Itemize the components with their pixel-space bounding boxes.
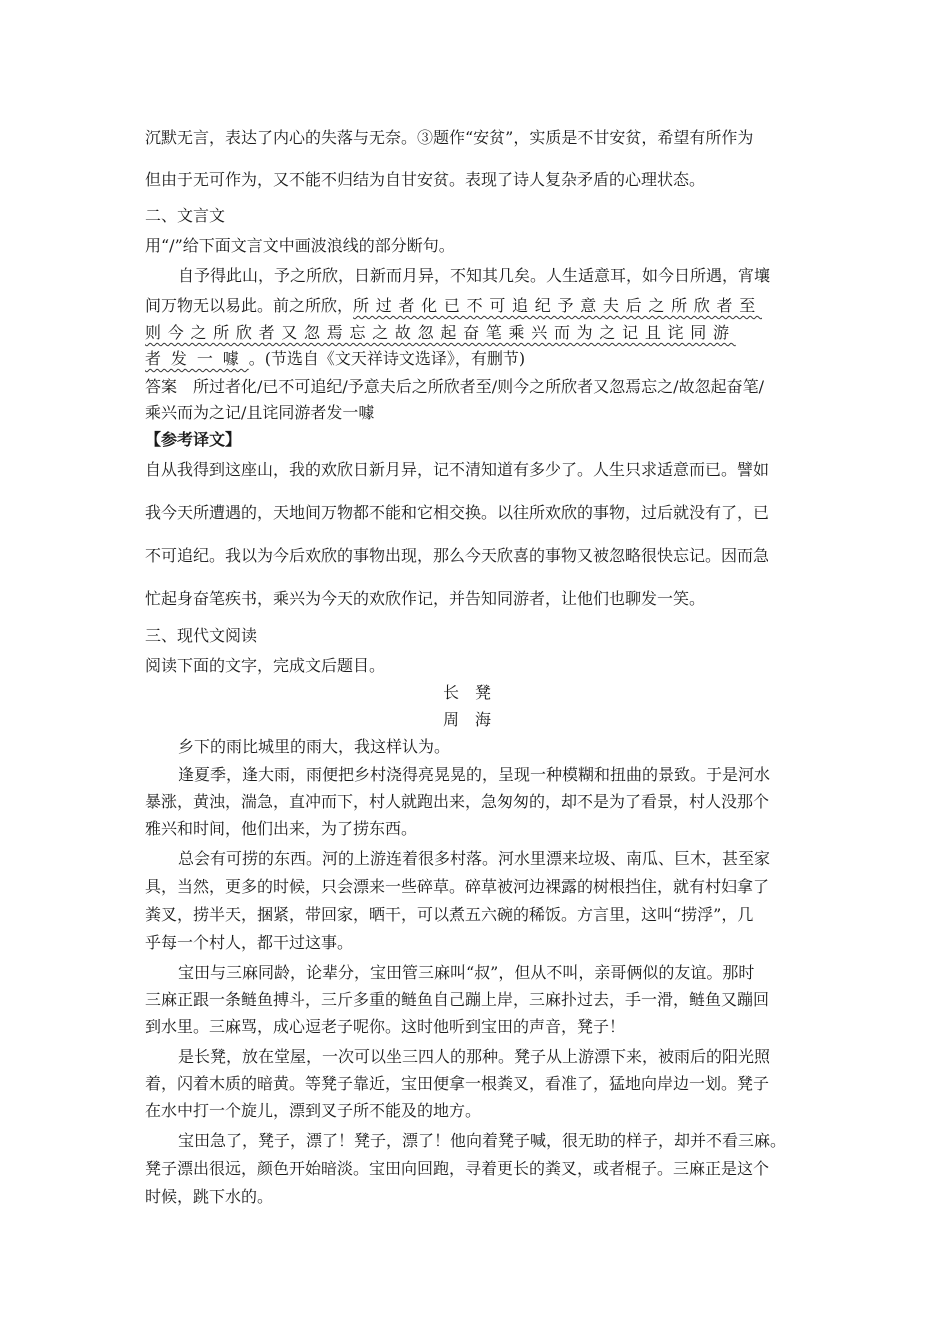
wavy-underlined-text: 所过者化已不可追纪予意夫后之所欣者至: [353, 296, 762, 315]
story-line: 是长凳，放在堂屋，一次可以坐三四人的那种。凳子从上游漂下来，被雨后的阳光照: [178, 1047, 771, 1066]
story-line: 着，闪着木质的暗黄。等凳子靠近，宝田便拿一根粪叉，看准了，猛地向岸边一划。凳子: [145, 1074, 770, 1093]
section-heading-classical: 二、文言文: [145, 206, 226, 225]
story-line: 宝田急了，凳子，漂了！凳子，漂了！他向着凳子喊，很无助的样子，却并不看三麻。: [178, 1131, 787, 1150]
passage-plain-text: 间万物无以易此。前之所欣，: [145, 296, 354, 315]
story-line: 到水里。三麻骂，成心逗老子呢你。这时他听到宝田的声音，凳子！: [145, 1017, 626, 1036]
story-line: 在水中打一个旋儿，漂到叉子所不能及的地方。: [145, 1101, 482, 1120]
story-line: 雅兴和时间，他们出来，为了捞东西。: [145, 819, 418, 838]
translation-line-1: 自从我得到这座山，我的欢欣日新月异，记不清知道有多少了。人生只求适意而已。譬如: [145, 460, 770, 479]
passage-line-1: 自予得此山，予之所欣，日新而月异，不知其几矣。人生适意耳，如今日所遇，宵壤: [178, 266, 771, 285]
passage-source: 。(节选自《文天祥诗文选译》，有删节): [248, 349, 526, 368]
story-author: 周海: [442, 710, 507, 729]
passage-line-4: [145, 348, 525, 370]
passage-line-2: [145, 295, 762, 317]
story-line: 宝田与三麻同龄，论辈分，宝田管三麻叫“叔”，但从不叫，亲哥俩似的友谊。那时: [178, 963, 755, 982]
story-line: 粪叉，捞半天，捆紧，带回家，晒干，可以煮五六碗的稀饭。方言里，这叫“捞浮”，几: [145, 905, 754, 924]
translation-line-3: 不可追纪。我以为今后欢欣的事物出现，那么今天欣喜的事物又被忽略很快忘记。因而急: [145, 546, 770, 565]
intro-line-1: 沉默无言，表达了内心的失落与无奈。③题作“安贫”，实质是不甘安贫，希望有所作为: [145, 128, 754, 147]
passage-line-3: [145, 322, 736, 344]
section-instruction: 用“/”给下面文言文中画波浪线的部分断句。: [145, 236, 455, 255]
story-line: 乡下的雨比城里的雨大，我这样认为。: [178, 737, 451, 756]
story-line: 时候，跳下水的。: [145, 1187, 274, 1206]
story-line: 逢夏季，逢大雨，雨便把乡村浇得亮晃晃的，呈现一种模糊和扭曲的景致。于是河水: [178, 765, 771, 784]
story-line: 三麻正跟一条鲢鱼搏斗，三斤多重的鲢鱼自己蹦上岸，三麻扑过去，手一滑，鲢鱼又蹦回: [145, 990, 770, 1009]
answer-line-1: 答案 所过者化/已不可追纪/予意夫后之所欣者至/则今之所欣者又忽焉忘之/故忽起奋笔/: [145, 377, 764, 396]
story-title: 长凳: [442, 683, 507, 702]
story-line: 凳子漂出很远，颜色开始暗淡。宝田向回跑，寻着更长的粪叉，或者棍子。三麻正是这个: [145, 1159, 770, 1178]
section-instruction: 阅读下面的文字，完成文后题目。: [145, 656, 386, 675]
story-line: 总会有可捞的东西。河的上游连着很多村落。河水里漂来垃圾、南瓜、巨木，甚至家: [178, 849, 771, 868]
answer-line-2: 乘兴而为之记/且诧同游者发一噱: [145, 403, 375, 422]
section-heading-modern: 三、现代文阅读: [145, 626, 258, 645]
reference-translation-heading: 【参考译文】: [145, 430, 242, 449]
intro-line-2: 但由于无可作为，又不能不归结为自甘安贫。表现了诗人复杂矛盾的心理状态。: [145, 170, 706, 189]
translation-line-2: 我今天所遭遇的，天地间万物都不能和它相交换。以往所欢欣的事物，过后就没有了，已: [145, 503, 770, 522]
translation-line-4: 忙起身奋笔疾书，乘兴为今天的欢欣作记，并告知同游者，让他们也聊发一笑。: [145, 589, 706, 608]
story-line: 具，当然，更多的时候，只会漂来一些碎草。碎草被河边裸露的树根挡住，就有村妇拿了: [145, 877, 770, 896]
wavy-underlined-text: 者发一噱: [145, 349, 249, 368]
story-line: 乎每一个村人，都干过这事。: [145, 933, 354, 952]
story-line: 暴涨，黄浊，湍急，直冲而下，村人就跑出来，急匆匆的，却不是为了看景，村人没那个: [145, 792, 770, 811]
wavy-underlined-text: 则今之所欣者又忽焉忘之故忽起奋笔乘兴而为之记且诧同游: [145, 323, 736, 342]
